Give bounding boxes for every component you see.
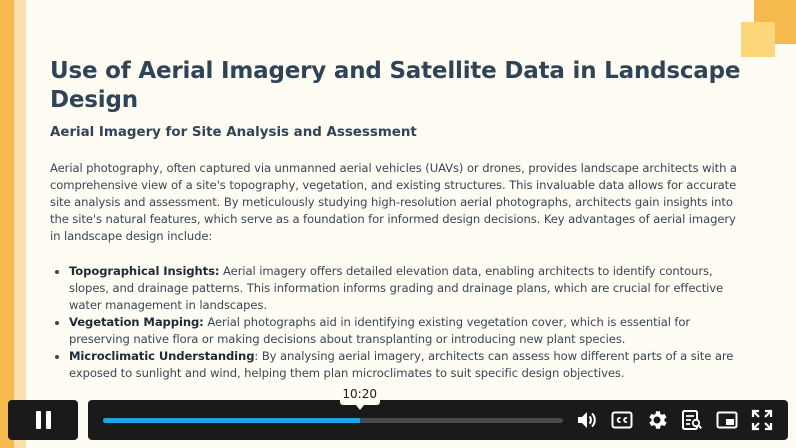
bullet-text: : By analysing aerial imagery, architects can assess how different parts of a site are exposed to sunlight and wind, helping them plan microclimates to suit specific design objectives.: [69, 349, 734, 380]
slide-title: Use of Aerial Imagery and Satellite Data in Landscape Design: [50, 58, 741, 113]
bullet-term: Topographical Insights:: [69, 264, 220, 278]
list-item: [69, 263, 742, 314]
settings-icon: [645, 408, 669, 432]
fullscreen-button[interactable]: [750, 408, 774, 432]
volume-icon: [575, 408, 599, 432]
captions-icon: [610, 408, 634, 432]
pause-icon: [36, 411, 51, 429]
pause-button[interactable]: [8, 400, 78, 440]
player-control-bar: [88, 387, 788, 440]
bullet-term: Microclimatic Understanding: [69, 349, 255, 363]
progress-fill: [103, 418, 360, 423]
progress-track[interactable]: [103, 418, 563, 423]
bullet-term: Vegetation Mapping:: [69, 315, 204, 329]
intro-paragraph: Aerial photography, often captured via unmanned aerial vehicles (UAVs) or drones, provides landscape architects with a comprehensive view of a site's topography, vegetation, and existing structures. This invaluable data allows for accurate site analysis and assessment. By meticulously studying high-resolution aerial photographs, architects gain insights into the site's natural features, which serve as a foundation for informed design decisions. Key advantages of aerial imagery in landscape design include:: [50, 161, 737, 243]
left-accent-stripe-light: [14, 0, 26, 448]
transcript-button[interactable]: [680, 408, 704, 432]
left-accent-stripe: [0, 0, 14, 448]
transcript-icon: [680, 408, 704, 432]
advantages-list: [50, 263, 742, 382]
player-icons: [575, 408, 774, 432]
bullet-text: Aerial photographs aid in identifying existing vegetation cover, which is essential for preserving native flora or making decisions about transplanting or introducing new plant species.: [69, 315, 691, 346]
volume-button[interactable]: [575, 408, 599, 432]
fullscreen-icon: [750, 408, 774, 432]
slide-subtitle: Aerial Imagery for Site Analysis and Assessment: [50, 125, 417, 140]
list-item: [69, 348, 742, 382]
bullet-text: Aerial imagery offers detailed elevation data, enabling architects to identify contours, slopes, and drainage patterns. This information informs grading and drainage plans, which are crucial for effective water management in landscapes.: [69, 264, 724, 312]
picture-in-picture-button[interactable]: [715, 408, 739, 432]
time-tooltip: 10:20: [340, 383, 380, 405]
picture-in-picture-icon: [715, 408, 739, 432]
captions-button[interactable]: [610, 408, 634, 432]
corner-decoration-front: [741, 22, 775, 57]
list-item: [69, 314, 742, 348]
settings-button[interactable]: [645, 408, 669, 432]
slide-content: [50, 57, 742, 382]
